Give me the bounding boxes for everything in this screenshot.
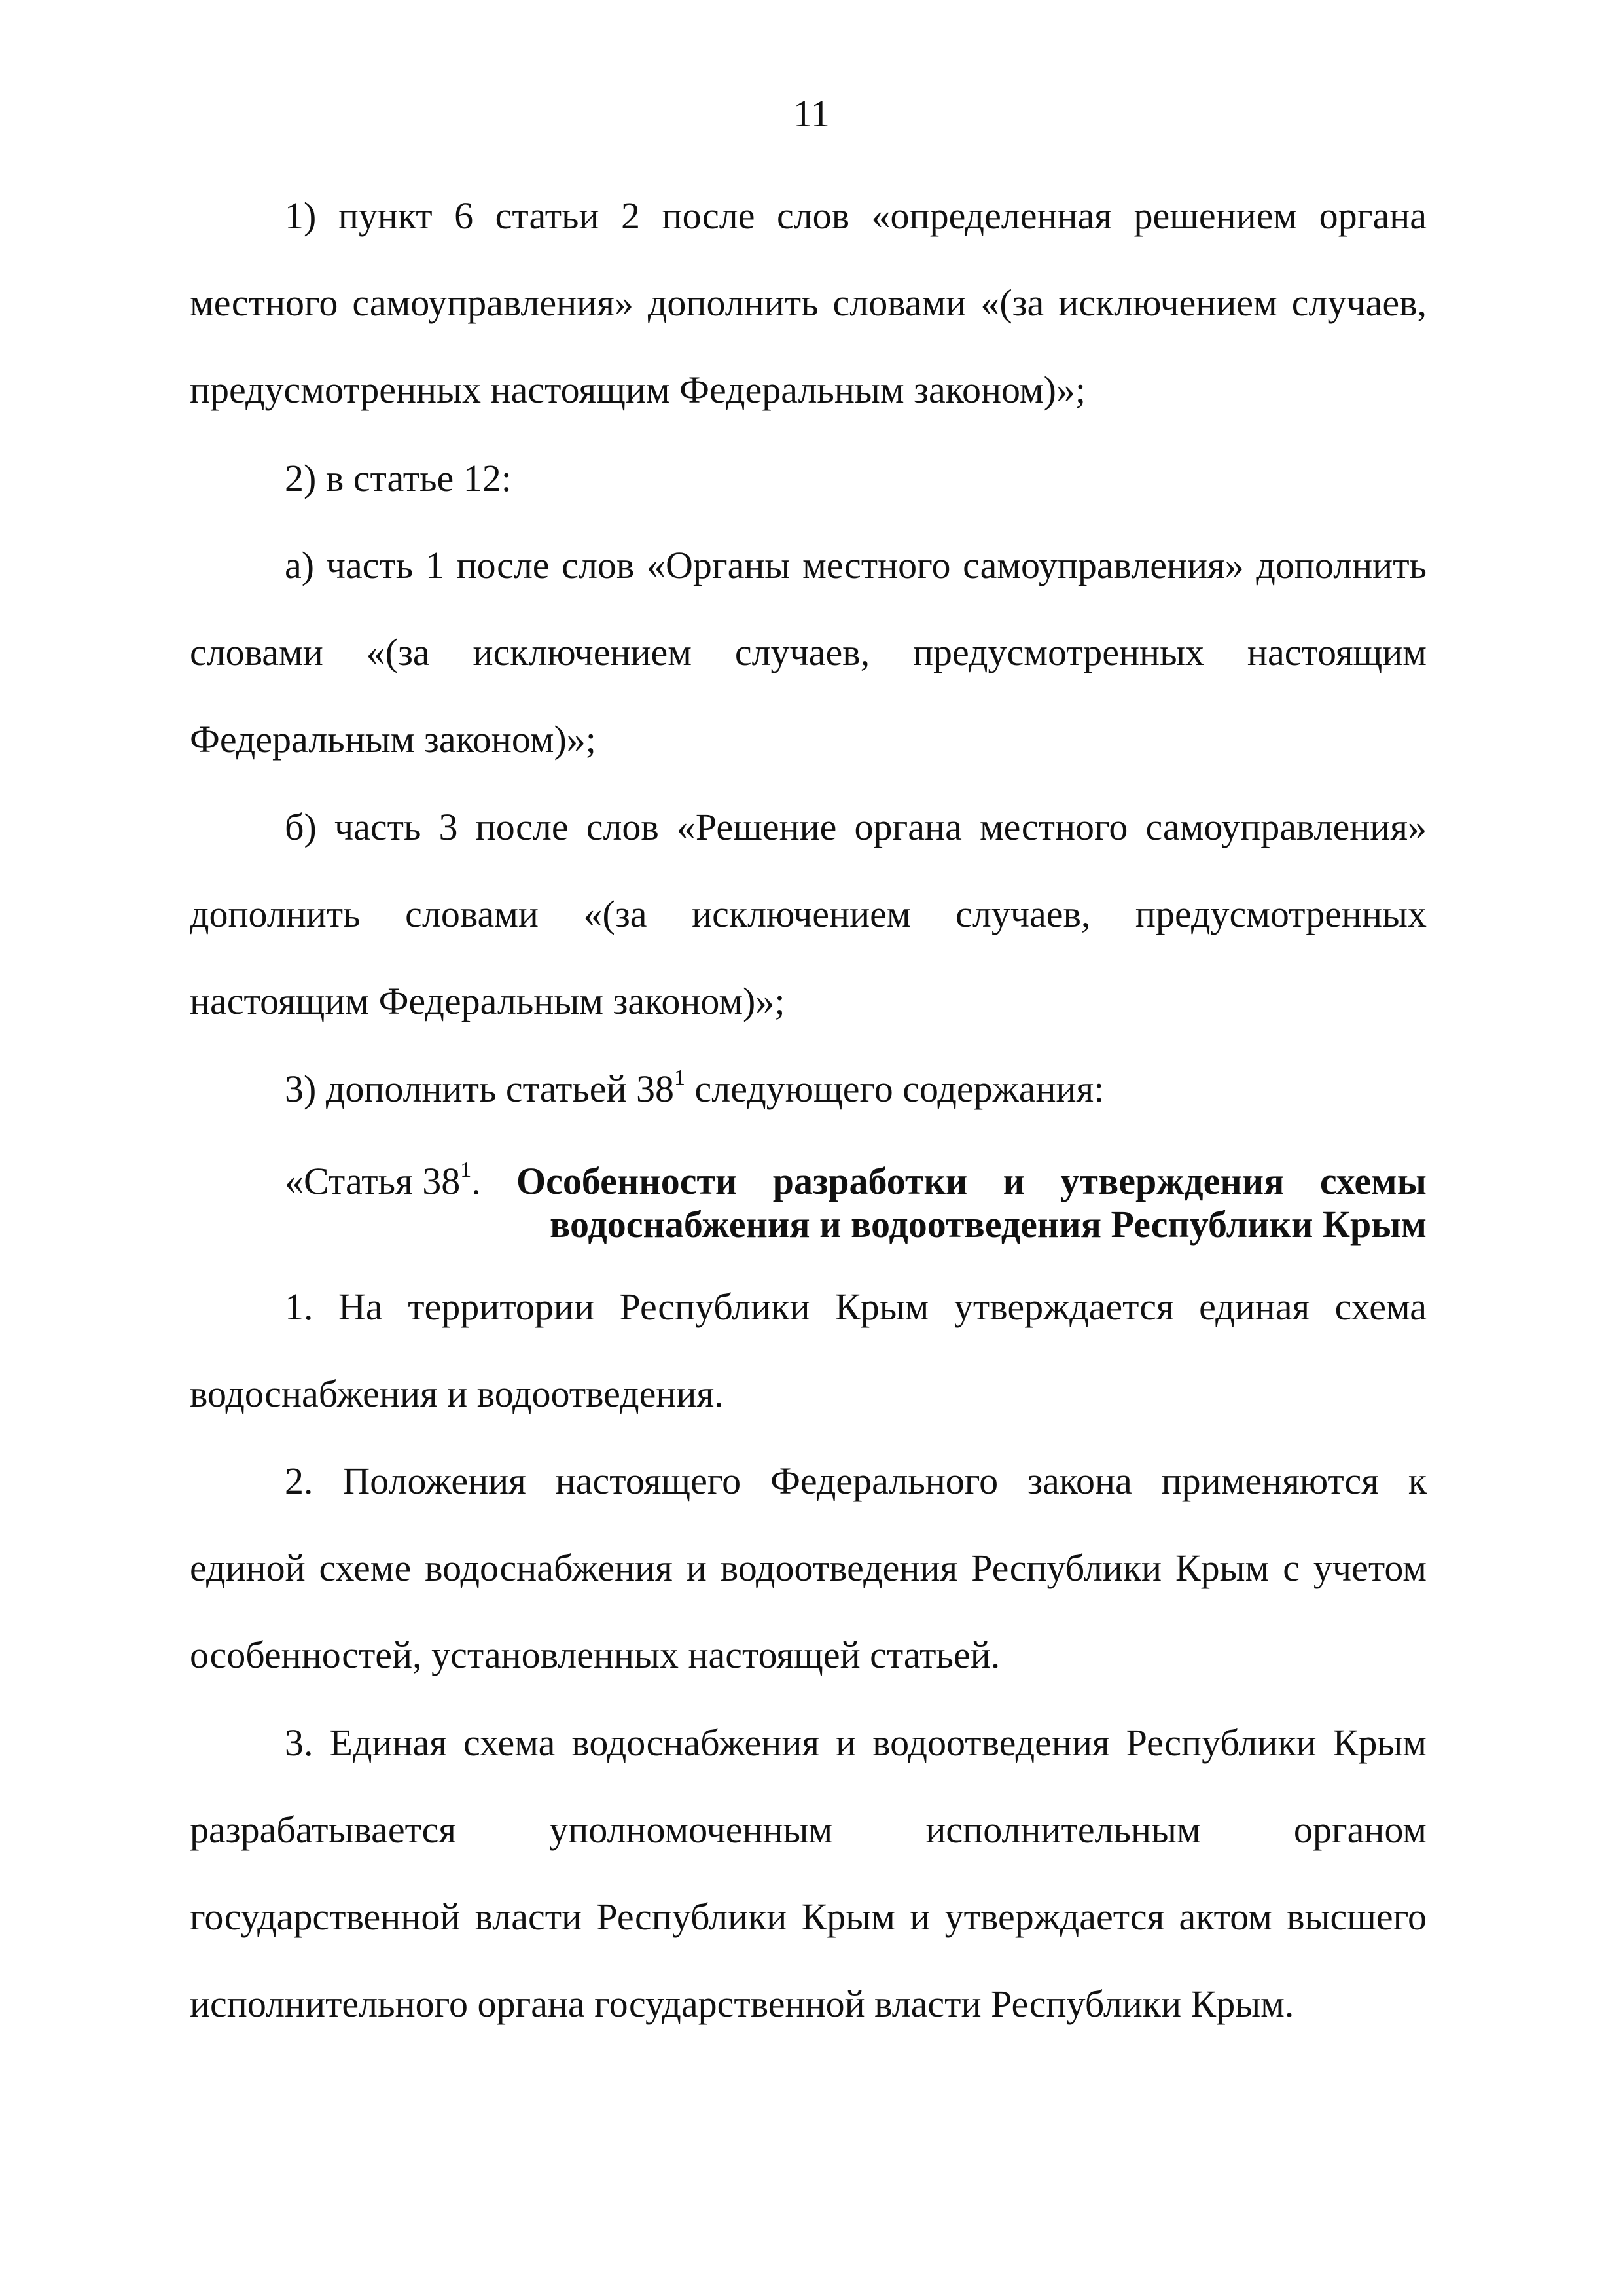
item-2b: б) часть 3 после слов «Решение органа местного самоуправления» дополнить словами «(за исключением случаев, предусмотренных настоящим Федеральным законом)»; — [190, 806, 1427, 1022]
item-3-superscript: 1 — [674, 1065, 686, 1090]
item-3 — [190, 1045, 1427, 1132]
article-title-word: схемы — [1319, 1160, 1427, 1202]
page-number: 11 — [793, 92, 830, 135]
article-heading — [285, 1157, 1427, 1246]
article-paragraph-1: 1. На территории Республики Крым утверждается единая схема водоснабжения и водоотведения. — [190, 1285, 1427, 1415]
article-prefix: «Статья $38^1$. — [285, 1157, 481, 1202]
article-heading-line-2: водоснабжения и водоотведения Республики Крым — [550, 1203, 1427, 1246]
article-heading-line-1 — [285, 1157, 1427, 1203]
article-title-word: разработки — [772, 1160, 968, 1202]
article-title-word: Особенности — [516, 1160, 738, 1202]
article-prefix-superscript: 1 — [460, 1157, 472, 1182]
article-paragraph-2: 2. Положения настоящего Федерального закона применяются к единой схеме водоснабжения и водоотведения Республики Крым с учетом особенностей, установленных настоящей статьей. — [190, 1460, 1427, 1676]
item-2: 2) в статье 12: — [285, 457, 512, 499]
item-1: 1) пункт 6 статьи 2 после слов «определенная решением органа местного самоуправления» дополнить словами «(за исключением случаев, предусмотренных настоящим Федеральным законом)»; — [190, 194, 1427, 411]
item-3-text-before: 3) дополнить статьей 38 — [285, 1067, 675, 1110]
article-title-word: и — [1003, 1160, 1026, 1202]
article-paragraph-3: 3. Единая схема водоснабжения и водоотведения Республики Крым разрабатывается уполномоченным исполнительным органом государственной власти Республики Крым и утверждается актом высшего исполнительного органа государственной власти Республики Крым. — [190, 1721, 1427, 2025]
article-title-word: утверждения — [1060, 1160, 1285, 1202]
item-3-text-after: следующего содержания: — [685, 1067, 1105, 1110]
item-2a: а) часть 1 после слов «Органы местного самоуправления» дополнить словами «(за исключением случаев, предусмотренных настоящим Федеральным законом)»; — [190, 544, 1427, 761]
